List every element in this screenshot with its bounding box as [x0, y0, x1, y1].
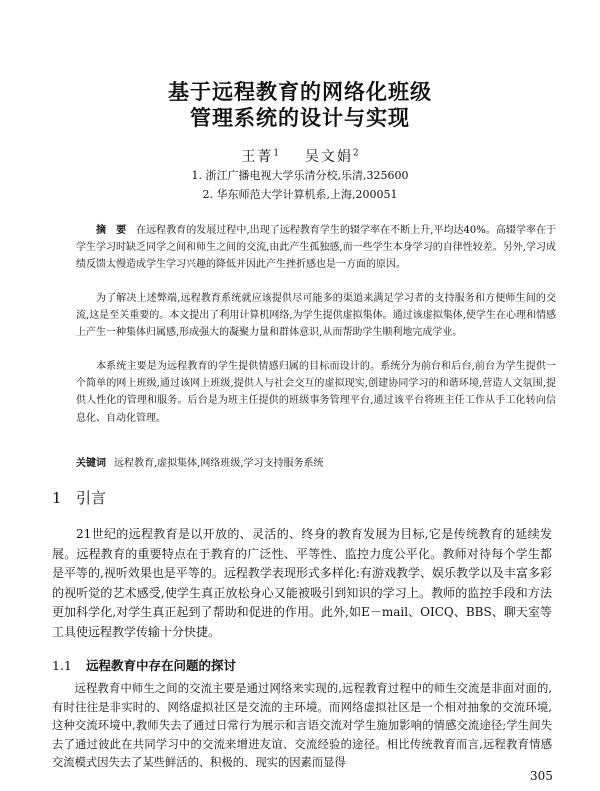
- affiliation-2: 2. 华东师范大学计算机系,上海,200051: [202, 188, 398, 201]
- body-paragraph: 21世纪的远程教育是以开放的、灵活的、终身的教育发展为目标,它是传统教育的延续发展。远程教育的重要特点在于教育的广泛性、平等性、监控力度公平化。教师对待每个学生都是平等的,视听效果也是平等的。远程教学表现形式多样化:有游戏教学、娱乐教学以及丰富多彩的视听觉的艺术感受,使学生真正放松身心又能被吸引到知识的学习上。教师的监控手段和方法更加科学化,对学生真正起到了帮助和促进的作用。此外,如E－mail、OICQ、BBS、聊天室等工具使远程教学传输十分快捷。: [52, 527, 552, 639]
- keywords-label: 关键词: [76, 458, 106, 469]
- abstract-label: 摘 要: [96, 225, 127, 236]
- section-number: 1: [52, 489, 62, 507]
- author-affiliation-mark: 2: [352, 148, 359, 159]
- subsection-1-1-body: [52, 680, 552, 773]
- abstract-paragraph-2: [76, 290, 556, 342]
- section-1-body: [52, 525, 552, 643]
- abstract-text: 在远程教育的发展过程中,出现了远程教育学生的辍学率在不断上升,平均达40%。高辍学率在于学生学习时缺乏同学之间和师生之间的交流,由此产生孤独感,而一些学生本身学习的自律性较差。另外,学习成绩反馈太慢造成学生学习兴趣的降低并因此产生挫折感也是一方面的原因。: [76, 225, 557, 271]
- abstract-paragraph-3: [76, 358, 556, 427]
- section-heading: [52, 487, 106, 508]
- subsection-number: 1.1: [52, 658, 72, 673]
- subsection-heading: [52, 656, 236, 674]
- body-paragraph: 远程教育中师生之间的交流主要是通过网络来实现的,远程教育过程中的师生交流是非面对面的,有时往往是非实时的、网络虚拟社区是交流的主环境。而网络虚拟社区是一个相对抽象的交流环境,这种交流环境中,教师失去了通过日常行为展示和言语交流对学生施加影响的情感交流途径;学生间失去了通过彼此在共同学习中的交流来增进友谊、交流经验的途径。相比传统教育而言,远程教育情感交流模式因失去了某些鲜活的、积极的、现实的因素而显得: [52, 682, 552, 770]
- abstract-paragraph-1: [76, 222, 556, 274]
- author-affiliation-mark: 1: [273, 148, 280, 159]
- keywords-text: 远程教育,虚拟集体,网络班级,学习支持服务系统: [114, 458, 324, 469]
- subsection-title: 远程教育中存在问题的探讨: [86, 658, 237, 673]
- abstract-text: 为了解决上述弊端,远程教育系统就应该提供尽可能多的渠道来满足学习者的支持服务和方便师生间的交流,这是至关重要的。本文提出了利用计算机网络,为学生提供虚拟集体。通过该虚拟集体,使学生在心理和情感上产生一种集体归属感,形成强大的凝聚力量和群体意识,从而帮助学生顺利地完成学业。: [76, 293, 556, 339]
- keywords: [76, 454, 556, 469]
- author-name: 王菁: [241, 149, 274, 165]
- affiliation-1: 1. 浙江广播电视大学乐清分校,乐清,325600: [191, 169, 409, 182]
- author-name: 吴文娟: [304, 149, 353, 165]
- section-title: 引言: [76, 489, 107, 507]
- author-list: [0, 146, 600, 166]
- page-number: 305: [530, 769, 553, 783]
- paper-title-line2: 管理系统的设计与实现: [190, 106, 410, 130]
- abstract-text: 本系统主要是为远程教育的学生提供情感归属的目标而设计的。系统分为前台和后台,前台为学生提供一个简单的网上班级,通过该网上班级,提供人与社会交互的虚拟现实,创建协同学习的和谐环境,营造人文氛围,提供人性化的管理和服务。后台是为班主任提供的班级事务管理平台,通过该平台将班主任工作从手工化转向信息化、自动化管理。: [76, 361, 556, 424]
- paper-title-line1: 基于远程教育的网络化班级: [168, 80, 432, 104]
